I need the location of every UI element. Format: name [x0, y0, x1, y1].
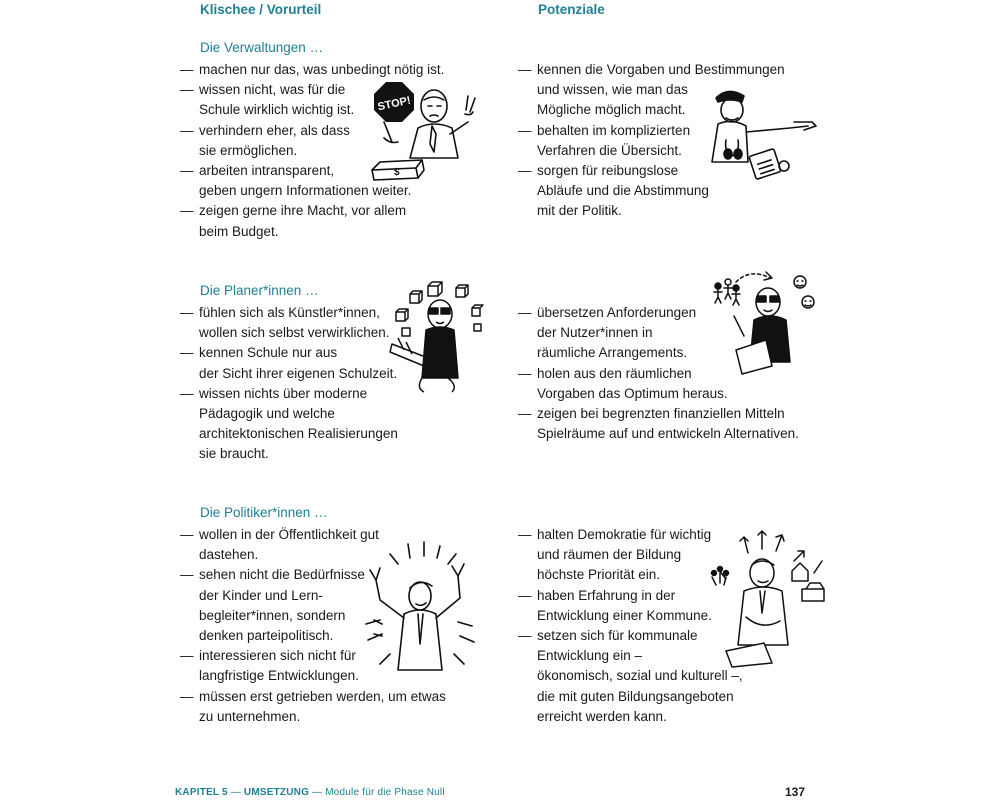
footer-separator: —	[309, 787, 326, 798]
section-title-politiker: Die Politiker*innen …	[200, 505, 328, 520]
official-stop-sign-illustration	[362, 78, 492, 183]
list-item: — interessieren sich nicht für langfristige Entwicklungen.	[180, 646, 446, 686]
list-item: — kennen die Vorgaben und Bestimmungen und wissen, wie man das Mögliche möglich macht.	[518, 60, 785, 121]
footer-module: Module für die Phase Null	[325, 787, 445, 798]
stop-sign-text: STOP!	[376, 94, 412, 114]
footer-separator: —	[227, 787, 244, 798]
section-title-planer: Die Planer*innen …	[200, 283, 319, 298]
section-title-verwaltungen: Die Verwaltungen …	[200, 40, 324, 55]
footer-chapter: KAPITEL 5	[175, 787, 228, 798]
list-item: — übersetzen Anforderungen der Nutzer*innen in räumliche Arrangements.	[518, 303, 799, 364]
list-item: — müssen erst getrieben werden, um etwas zu unternehmen.	[180, 687, 446, 727]
list-item: — verhindern eher, als dass sie ermöglichen.	[180, 121, 444, 161]
list-item: — machen nur das, was unbedingt nötig ist.	[180, 60, 444, 80]
list-item: — halten Demokratie für wichtig und räumen der Bildung höchste Priorität ein.	[518, 525, 743, 586]
column-header-potentials: Potenziale	[538, 2, 605, 17]
list-item: — zeigen gerne ihre Macht, vor allem beim Budget.	[180, 201, 444, 241]
list-item: — wollen in der Öffentlichkeit gut dastehen.	[180, 525, 446, 565]
column-header-cliche: Klischee / Vorurteil	[200, 2, 322, 17]
list-item: — zeigen bei begrenzten finanziellen Mitteln Spielräume auf und entwickeln Alternativen.	[518, 404, 799, 444]
list-item: — arbeiten intransparent, geben ungern Informationen weiter.	[180, 161, 444, 201]
budget-box-symbol: $	[394, 167, 400, 178]
list-item: — sehen nicht die Bedürfnisse der Kinder und Lern- begleiter*innen, sondern denken parteipolitisch.	[180, 565, 446, 646]
footer-part: UMSETZUNG	[243, 787, 310, 798]
list-item: — kennen Schule nur aus der Sicht ihrer eigenen Schulzeit.	[180, 343, 398, 383]
list-item: — setzen sich für kommunale Entwicklung ein – ökonomisch, sozial und kulturell –, die mit guten Bildungsangeboten erreicht werden kann.	[518, 626, 743, 727]
politician-victory-illustration	[360, 540, 485, 680]
planner-cubes-illustration	[388, 278, 493, 398]
page-number: 137	[785, 785, 806, 799]
list-item: — wissen nicht, was für die Schule wirklich wichtig ist.	[180, 80, 444, 120]
list-item: — holen aus den räumlichen Vorgaben das Optimum heraus.	[518, 364, 799, 404]
planner-plan-illustration	[706, 266, 826, 376]
politician-community-illustration	[706, 525, 831, 670]
list-item: — sorgen für reibungslose Abläufe und die Abstimmung mit der Politik.	[518, 161, 785, 222]
footer-running-head	[175, 787, 445, 798]
list-item: — fühlen sich als Künstler*innen, wollen sich selbst verwirklichen.	[180, 303, 398, 343]
cliche-list-planer	[180, 303, 398, 465]
list-item: — wissen nichts über moderne Pädagogik und welche architektonischen Realisierungen sie braucht.	[180, 384, 398, 465]
official-pointing-illustration	[708, 82, 823, 187]
list-item: — haben Erfahrung in der Entwicklung einer Kommune.	[518, 586, 743, 626]
list-item: — behalten im komplizierten Verfahren die Übersicht.	[518, 121, 785, 161]
